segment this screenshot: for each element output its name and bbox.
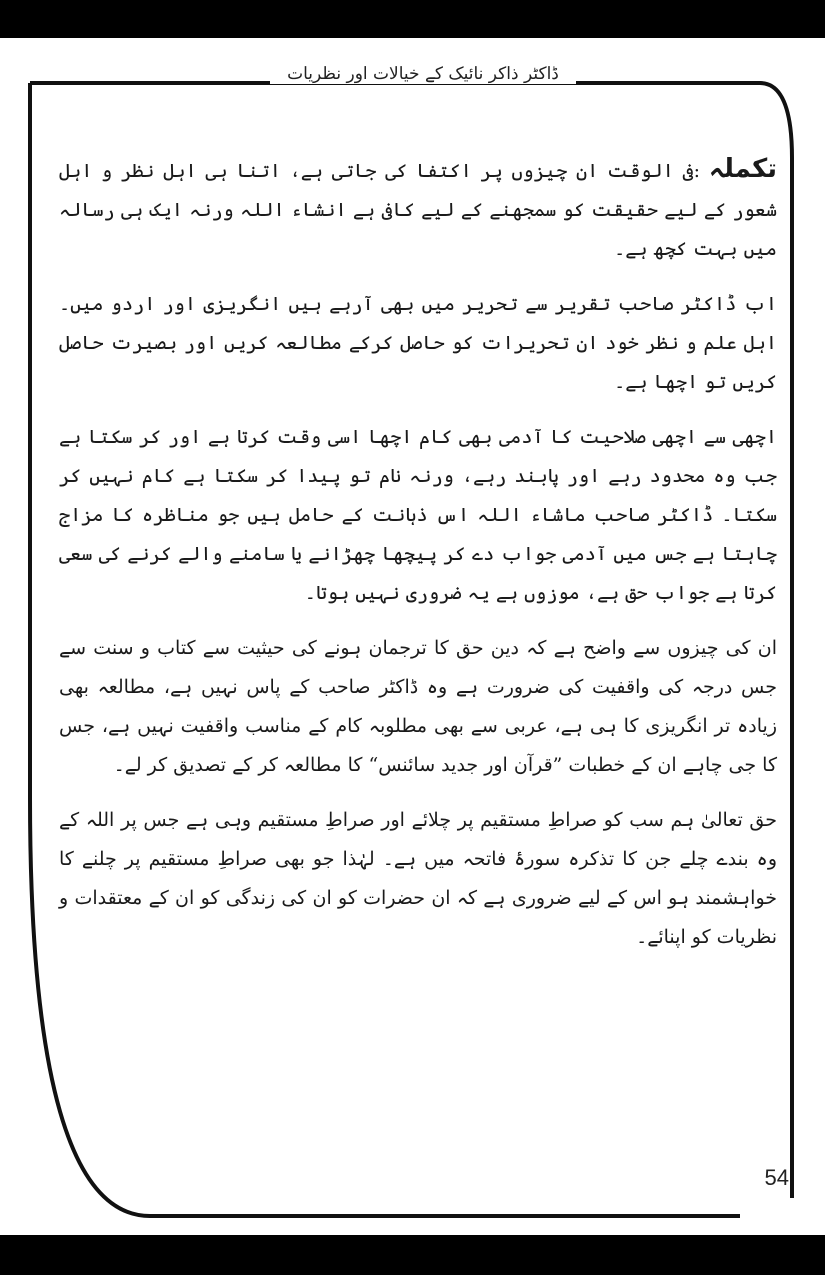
paragraph-5: حق تعالیٰ ہم سب کو صراطِ مستقیم پر چلائے اور صراطِ مستقیم وہی ہے جس پر اللہ کے وہ بندے چلے جن کا تذکرہ سورۂ فاتحہ میں ہے۔ لہٰذا جو بھی صراطِ مستقیم پر چلنے کا خواہشمند ہو اس کے لیے ضروری ہے کہ ان حضرات کو ان کی زندگی کو ان کے معتقدات و نظریات کو اپنائے۔ xyxy=(59,809,777,948)
paragraph-3: اچھی سے اچھی صلاحیت کا آدمی بھی کام اچھا اسی وقت کرتا ہے اور کر سکتا ہے جب وہ محدود رہے اور پابند رہے، ورنہ نام تو پیدا کر سکتا ہے کام نہیں کر سکتا۔ ڈاکٹر صاحب ماشاء اللہ اس ذہانت کے حامل ہیں جو مناظرہ کا مزاج چاہتا ہے جس میں آدمی جواب دے کر پیچھا چھڑانے یا سامنے والے کرنے کی سعی کرتا ہے جواب حق ہے، موزوں ہے یہ ضروری نہیں ہوتا۔ xyxy=(59,426,777,604)
lead-word: تکملہ xyxy=(708,154,777,184)
paragraph-1 xyxy=(59,150,777,269)
page xyxy=(0,38,825,1235)
running-header: ڈاکٹر ذاکر نائیک کے خیالات اور نظریات xyxy=(270,63,576,84)
page-number: 54 xyxy=(764,1165,789,1190)
paragraph-2: اب ڈاکٹر صاحب تقریر سے تحریر میں بھی آرہے ہیں انگریزی اور اردو میں۔ اہل علم و نظر خود ان تحریرات کو حاصل کرکے مطالعہ کریں اور بصیرت حاصل کریں تو اچھا ہے۔ xyxy=(59,293,777,393)
body-text xyxy=(59,150,777,973)
paragraph-1-text: :فی الوقت ان چیزوں پر اکتفا کی جاتی ہے، اتنا ہی اہل نظر و اہل شعور کے لیے حقیقت کو سمجھنے کے لیے کافی ہے انشاء اللہ ورنہ ایک ہی رسالہ میں بہت کچھ ہے۔ xyxy=(59,160,777,260)
paragraph-4: ان کی چیزوں سے واضح ہے کہ دین حق کا ترجمان ہونے کی حیثیت سے کتاب و سنت سے جس درجہ کی واقفیت کی ضرورت ہے وہ ڈاکٹر صاحب کے پاس نہیں ہے، مطالعہ بھی زیادہ تر انگریزی کا ہی ہے، عربی سے بھی مطلوبہ کام کے مناسب واقفیت نہیں ہے، جس کا جی چاہے ان کے خطبات ”قرآن اور جدید سائنس“ کا مطالعہ کر کے تصدیق کر لے۔ xyxy=(59,637,777,776)
